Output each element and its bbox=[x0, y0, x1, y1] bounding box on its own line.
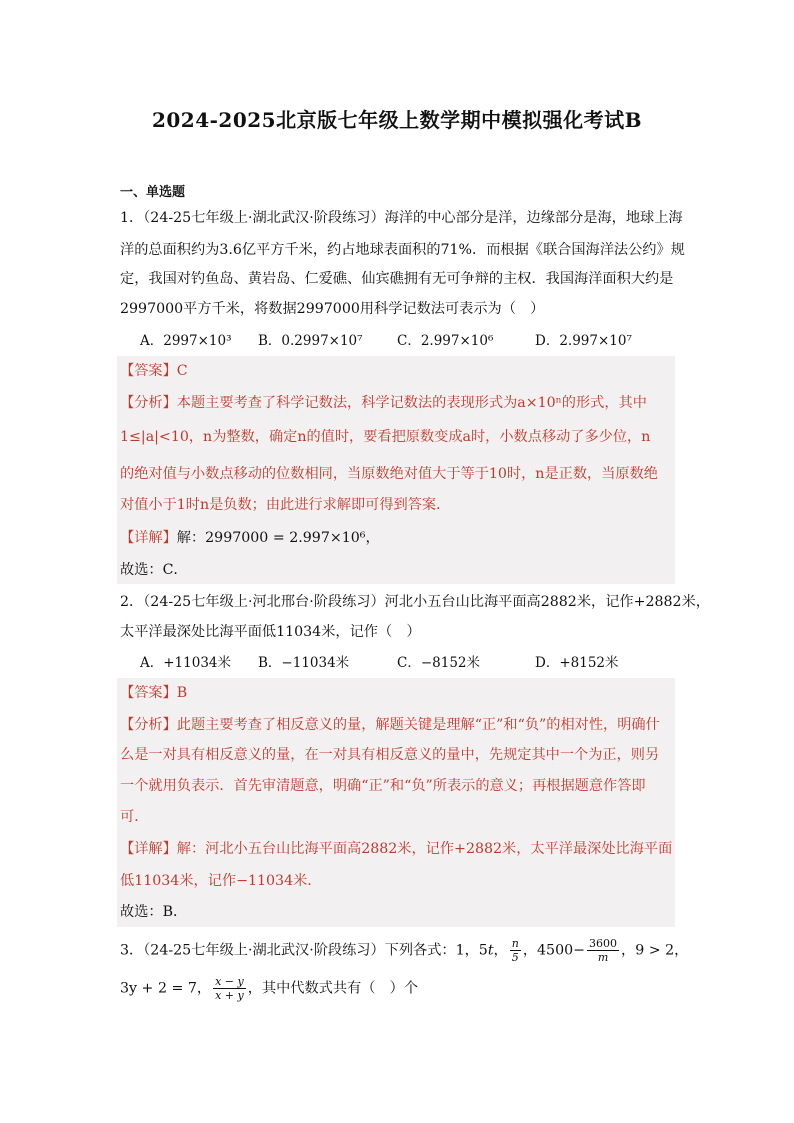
q2-option-b[interactable]: B．−11034米 bbox=[258, 655, 350, 671]
q3-f3-den: x + y bbox=[215, 989, 244, 1002]
q3-f1-den: 5 bbox=[511, 951, 519, 964]
q2-answer bbox=[120, 683, 187, 703]
q2-analysis-text-1: 此题主要考查了相反意义的量，解题关键是理解“正”和“负”的相对性，明确什 bbox=[176, 717, 660, 733]
q1-pick: 故选：C． bbox=[120, 562, 188, 578]
q1-detail-tag: 【详解】 bbox=[120, 530, 177, 546]
q2-option-c[interactable]: C．−8152米 bbox=[397, 655, 480, 671]
q3-f2-num: 3600 bbox=[589, 937, 618, 950]
q2-detail-line bbox=[120, 839, 672, 859]
q2-detail-tag: 【详解】 bbox=[120, 841, 177, 857]
q2-answer-value: B bbox=[176, 685, 188, 701]
q3-t-var: t bbox=[487, 942, 494, 959]
q1-answer-tag: 【答案】 bbox=[120, 363, 177, 379]
q1-line-1: 1．（24-25七年级上·湖北武汉·阶段练习）海洋的中心部分是洋，边缘部分是海，地球上海 bbox=[120, 210, 683, 226]
q2-pick: 故选：B． bbox=[120, 904, 188, 920]
q2-answer-tag: 【答案】 bbox=[120, 685, 177, 701]
q1-line-4: 2997000平方千米，将数据2997000用科学记数法可表示为（ ） bbox=[120, 301, 545, 317]
q3-expr3: ，9 > 2， bbox=[621, 942, 689, 959]
q3-expr2-prefix: ，4500− bbox=[522, 942, 586, 959]
q2-line-1: 2．（24-25七年级上·河北邢台·阶段练习）河北小五台山比海平面高2882米，记作+2882米， bbox=[120, 594, 710, 610]
q1-analysis-line-4: 对值小于1时n是负数；由此进行求解即可得到答案． bbox=[120, 497, 451, 513]
q3-prefix: 3．（24-25七年级上·湖北武汉·阶段练习）下列各式：1，5 bbox=[120, 942, 488, 959]
q1-option-c[interactable]: C．2.997×10⁶ bbox=[397, 333, 494, 349]
q1-analysis-line-2: 1≤|a|<10，n为整数，确定n的值时，要看把原数变成a时，小数点移动了多少位，n bbox=[120, 429, 651, 445]
q3-f2-den: m bbox=[597, 951, 609, 964]
q1-option-b[interactable]: B．0.2997×10⁷ bbox=[258, 333, 363, 349]
q2-analysis-line-1 bbox=[120, 715, 660, 735]
q2-analysis-tag: 【分析】 bbox=[120, 717, 177, 733]
q3-fraction-xy bbox=[213, 975, 246, 1002]
q2-analysis-line-2: 么是一对具有相反意义的量，在一对具有相反意义的量中，先规定其中一个为正，则另 bbox=[120, 747, 660, 763]
q2-analysis-line-3: 一个就用负表示．首先审清题意，明确“正”和“负”所表示的意义；再根据题意作答即 bbox=[120, 778, 646, 794]
q1-detail-line bbox=[120, 528, 380, 548]
q1-option-d[interactable]: D．2.997×10⁷ bbox=[535, 333, 632, 349]
q1-answer-value: C bbox=[176, 363, 188, 379]
q2-detail-line-2: 低11034米，记作−11034米． bbox=[120, 873, 322, 889]
q1-analysis-line-1 bbox=[120, 393, 647, 413]
q3-line-1: 3．（24-25七年级上·湖北武汉·阶段练习）下列各式：1，5t， $\frac{n}{5}$ ，4500− $\frac{3600}{m}$ ，9 > 2， bbox=[120, 937, 689, 964]
q3-f3-num: x − y bbox=[215, 975, 244, 988]
q2-option-d[interactable]: D．+8152米 bbox=[535, 655, 619, 671]
q1-option-a[interactable]: A．2997×10³ bbox=[140, 333, 232, 349]
q2-option-a[interactable]: A．+11034米 bbox=[140, 655, 232, 671]
q3-line-2 bbox=[120, 975, 418, 1002]
q3-f1-num: n bbox=[511, 937, 519, 950]
q3-fraction-3600m bbox=[587, 937, 619, 964]
q1-answer bbox=[120, 361, 188, 381]
q1-detail-text: 解：2997000 = 2.997×10⁶， bbox=[176, 530, 380, 546]
q2-detail-text-1: 解：河北小五台山比海平面高2882米，记作+2882米，太平洋最深处比海平面 bbox=[176, 841, 673, 857]
section-heading: 一、单选题 bbox=[120, 185, 186, 200]
q3-fraction-n5 bbox=[510, 937, 521, 964]
q1-line-3: 定，我国对钓鱼岛、黄岩岛、仁爱礁、仙宾礁拥有无可争辩的主权．我国海洋面积大约是 bbox=[120, 271, 674, 287]
q1-analysis-text-1: 本题主要考查了科学记数法，科学记数法的表现形式为a×10ⁿ的形式，其中 bbox=[176, 395, 647, 411]
q1-analysis-line-3: 的绝对值与小数点移动的位数相同，当原数绝对值大于等于10时，n是正数，当原数绝 bbox=[120, 466, 658, 482]
q1-analysis-tag: 【分析】 bbox=[120, 395, 177, 411]
q2-line-2: 太平洋最深处比海平面低11034米，记作（ ） bbox=[120, 624, 421, 640]
q3-l2-suffix: ，其中代数式共有（ ）个 bbox=[247, 980, 419, 997]
page-title: 2024-2025北京版七年级上数学期中模拟强化考试B bbox=[151, 108, 643, 132]
q1-line-2: 洋的总面积约为3.6亿平方千米，约占地球表面积的71%．而根据《联合国海洋法公约》规 bbox=[120, 242, 685, 258]
q2-analysis-line-4: 可． bbox=[120, 809, 149, 825]
q3-l2-prefix: 3y + 2 = 7， bbox=[120, 980, 212, 997]
